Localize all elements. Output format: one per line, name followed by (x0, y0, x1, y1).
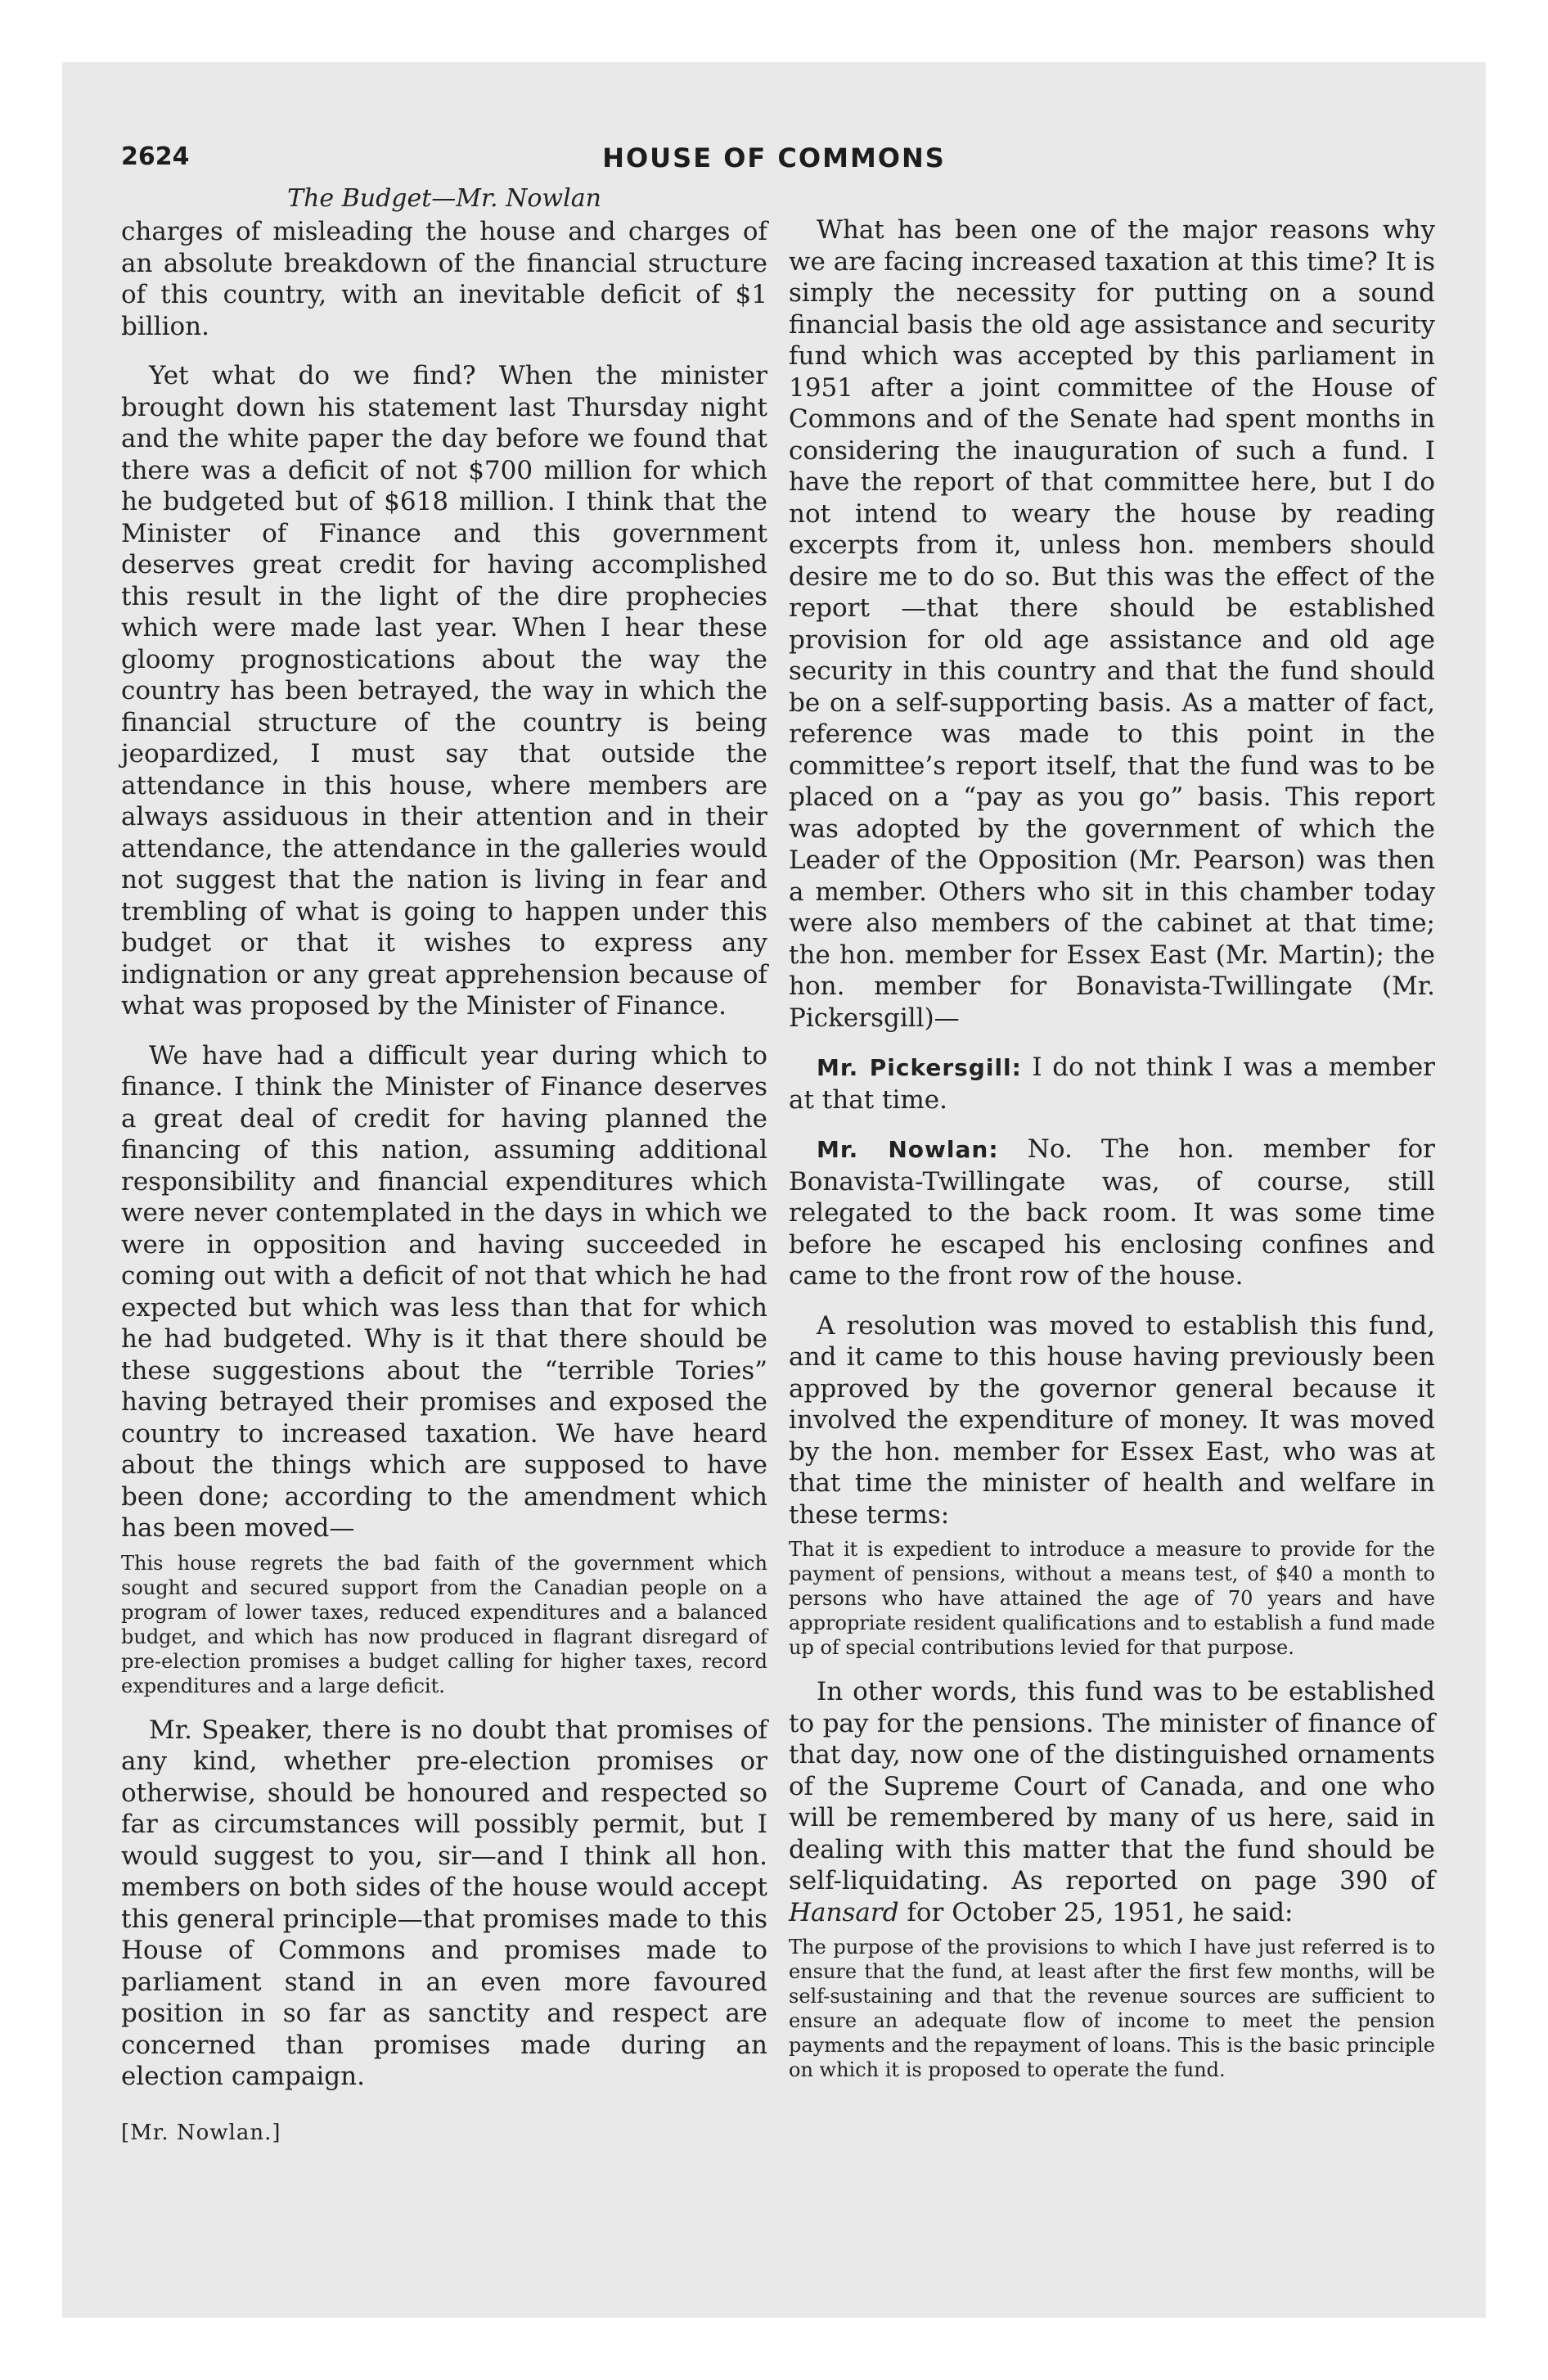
paragraph: Mr. Speaker, there is no doubt that promises of any kind, whether pre-election promises or otherwise, should be honoured and respected so far as circumstances will possibly permit, but I would suggest to you, sir—and I think all hon. members on both sides of the house would accept this general principle—that promises made to this House of Commons and promises made to parliament stand in an even more favoured position in so far as sanctity and respect are concerned than promises made during an election campaign. (121, 1715, 767, 2091)
paragraph: What has been one of the major reasons why we are facing increased taxation at this time? It is simply the necessity for putting on a sound financial basis the old age assistance and security fund which was accepted by this parliament in 1951 after a joint committee of the House of Commons and of the Senate had spent months in considering the inauguration of such a fund. I have the report of that committee here, but I do not intend to weary the house by reading excerpts from it, unless hon. members should desire me to do so. But this was the effect of the report —that there should be established provision for old age assistance and old age security in this country and that the fund should be on a self-supporting basis. As a matter of fact, reference was made to this point in the committee’s report itself, that the fund was to be placed on a “pay as you go” basis. This report was adopted by the government of which the Leader of the Opposition (Mr. Pearson) was then a member. Others who sit in this chamber today were also members of the cabinet at that time; the hon. member for Essex East (Mr. Martin); the hon. member for Bonavista-Twillingate (Mr. Pickersgill)— (789, 215, 1435, 1033)
paragraph (789, 1676, 1435, 1928)
speaker-name: Mr. Pickersgill: (817, 1054, 1022, 1081)
paragraph: We have had a difficult year during which to finance. I think the Minister of Finance deserves a great deal of credit for having planned the financing of this nation, assuming additional responsibility and financial expenditures which were never contemplated in the days in which we were in opposition and having succeeded in coming out with a deficit of not that which he had expected but which was less than that for which he had budgeted. Why is it that there should be these suggestions about the “terrible Tories” having betrayed their promises and exposed the country to increased taxation. We have heard about the things which are supposed to have been done; according to the amendment which has been moved— (121, 1040, 767, 1543)
page-header (121, 142, 1427, 182)
speech-text: I do not think I was a member at that time. (789, 1053, 1435, 1115)
paragraph: A resolution was moved to establish this fund, and it came to this house having previously been approved by the governor general because it involved the expenditure of money. It was moved by the hon. member for Essex East, who was at that time the minister of health and welfare in these terms: (789, 1310, 1435, 1530)
left-column (121, 183, 767, 2148)
speech-pickersgill (789, 1052, 1435, 1116)
paragraph-text: for October 25, 1951, he said: (898, 1897, 1294, 1927)
running-head: The Budget—Mr. Nowlan (287, 184, 601, 213)
paragraph: charges of misleading the house and charges of an absolute breakdown of the financial structure of this country, with an inevitable deficit of $1 billion. (121, 217, 767, 341)
hansard-title: Hansard (789, 1897, 899, 1927)
block-quote: This house regrets the bad faith of the government which sought and secured support from the Canadian people on a program of lower taxes, reduced expenditures and a balanced budget, and which has now produced in flagrant disregard of pre-election promises a budget calling for higher taxes, record expenditures and a large deficit. (121, 1551, 767, 1697)
speech-text: No. The hon. member for Bonavista-Twillingate was, of course, still relegated to the back room. It was some time before he escaped his enclosing confines and came to the front row of the house. (789, 1134, 1435, 1291)
page-number: 2624 (121, 142, 190, 171)
speech-nowlan (789, 1134, 1435, 1292)
page (62, 62, 1486, 2318)
speaker-footer: [Mr. Nowlan.] (121, 2120, 281, 2145)
right-column (789, 214, 1435, 2098)
speaker-name: Mr. Nowlan: (817, 1136, 999, 1163)
block-quote: The purpose of the provisions to which I have just referred is to ensure that the fund, at least after the first few months, will be self-sustaining and that the revenue sources are sufficient to ensure an adequate flow of income to meet the pension payments and the repayment of loans. This is the basic principle on which it is proposed to operate the fund. (789, 1936, 1435, 2081)
page-title: HOUSE OF COMMONS (602, 142, 946, 174)
paragraph-text: In other words, this fund was to be established to pay for the pensions. The minister of finance of that day, now one of the distinguished ornaments of the Supreme Court of Canada, and one who will be remembered by many of us here, said in dealing with this matter that the fund should be self-liquidating. As reported on page 390 of (789, 1677, 1435, 1895)
block-quote: That it is expedient to introduce a measure to provide for the payment of pensions, without a means test, of $40 a month to persons who have attained the age of 70 years and have appropriate resident qualifications and to establish a fund made up of special contributions levied for that purpose. (789, 1538, 1435, 1659)
paragraph: Yet what do we find? When the minister brought down his statement last Thursday night and the white paper the day before we found that there was a deficit of not $700 million for which he budgeted but of $618 million. I think that the Minister of Finance and this government deserves great credit for having accomplished this result in the light of the dire prophecies which were made last year. When I hear these gloomy prognostications about the way the country has been betrayed, the way in which the financial structure of the country is being jeopardized, I must say that outside the attendance in this house, where members are always assiduous in their attention and in their attendance, the attendance in the galleries would not suggest that the nation is living in fear and trembling of what is going to happen under this budget or that it wishes to express any indignation or any great apprehension because of what was proposed by the Minister of Finance. (121, 361, 767, 1021)
